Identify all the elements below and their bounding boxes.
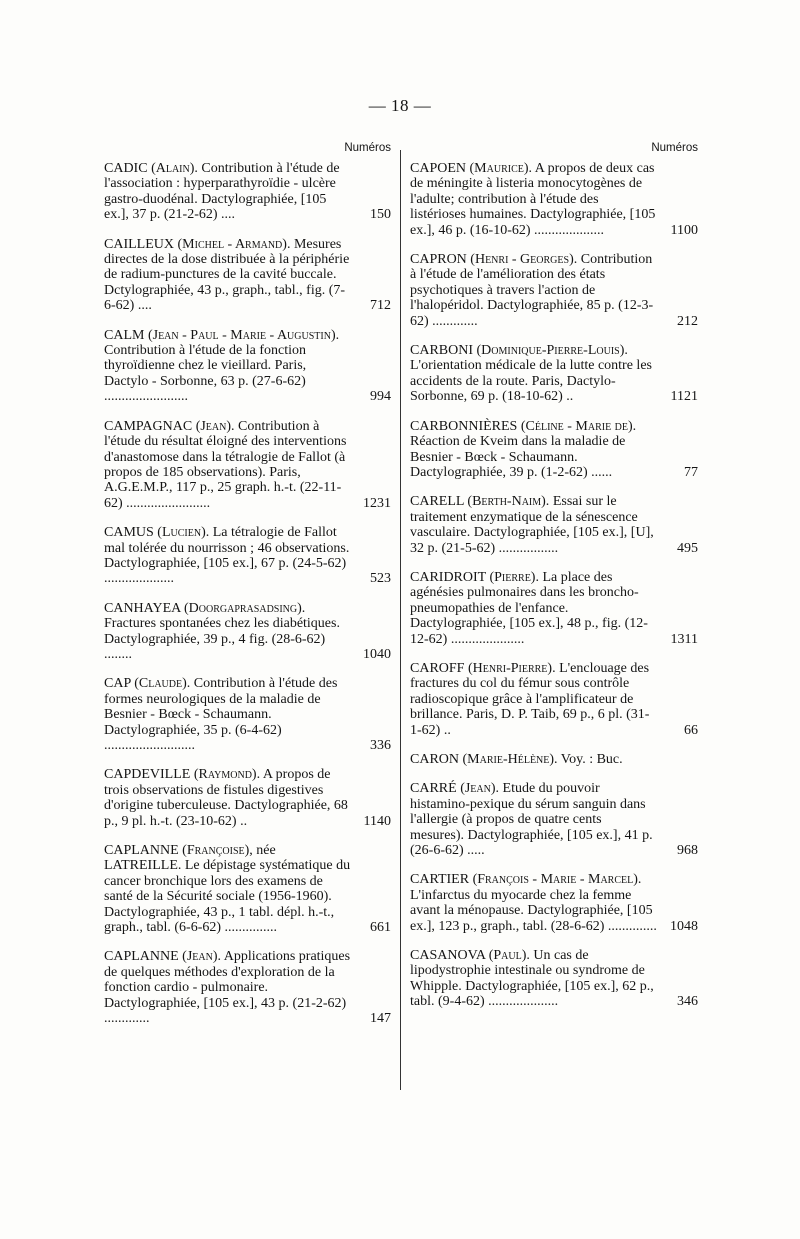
entry-given-name: (Michel - Armand). bbox=[177, 236, 291, 252]
entry-author: CARRÉ bbox=[410, 781, 457, 797]
entry-author: CARON bbox=[410, 752, 460, 767]
entry-description: Etude du pouvoir histamino-pexique du sérum sanguin dans l'allergie (à propos de quatre cents mesures). Dactylographiée, [105 ex.], 41 p. (26-6-62) ..... bbox=[410, 781, 653, 859]
index-entry bbox=[410, 494, 698, 556]
entry-author: CAMUS bbox=[104, 525, 154, 541]
entry-description: La place des agénésies pulmonaires dans les broncho-pneumopathies de l'enfance. Dactylographiée, [105 ex.], 48 p., fig. (12-12-62) ..................... bbox=[410, 569, 648, 647]
entry-author: CALM bbox=[104, 327, 145, 343]
index-entry bbox=[410, 570, 698, 647]
index-entry bbox=[410, 781, 698, 858]
entry-given-name: (François - Marie - Marcel). bbox=[472, 872, 642, 888]
entry-number: 346 bbox=[677, 994, 698, 1010]
entry-given-name: (Alain). bbox=[151, 161, 198, 176]
entry-author: CAP bbox=[104, 676, 131, 692]
entry-description: Applications pratiques de quelques méthodes d'exploration de la fonction cardio - pulmonaire. Dactylographiée, [105 ex.], 43 p. (21-2-62) ............. bbox=[104, 949, 351, 1027]
index-entry bbox=[104, 525, 391, 587]
entry-list bbox=[104, 161, 391, 1027]
entry-number: 1121 bbox=[670, 389, 698, 405]
entry-description: L'orientation médicale de la lutte contre les accidents de la route. Paris, Dactylo-Sorbonne, 69 p. (18-10-62) .. bbox=[410, 358, 652, 405]
entry-number: 1048 bbox=[670, 918, 698, 934]
column-divider bbox=[400, 150, 401, 1090]
index-entry bbox=[104, 328, 391, 405]
index-entry bbox=[104, 843, 391, 935]
right-column bbox=[410, 142, 698, 1024]
entry-description: Contribution à l'étude du résultat éloigné des interventions d'anastomose dans la tétralogie de Fallot (à propos de 185 observations). Paris, A.G.E.M.P., 117 p., 25 graph. h.-t. (22-11-62) ........................ bbox=[104, 418, 347, 511]
entry-given-name: (Pierre). bbox=[489, 569, 539, 585]
entry-author: CAPLANNE bbox=[104, 843, 179, 859]
entry-given-name: (Lucien). bbox=[157, 525, 210, 541]
entry-given-name: (Jean). bbox=[460, 781, 500, 797]
entry-author: CAILLEUX bbox=[104, 236, 174, 252]
index-entry bbox=[104, 767, 391, 829]
entry-number: 1140 bbox=[363, 813, 391, 829]
index-entry bbox=[410, 661, 698, 738]
entry-given-name: (Céline - Marie de). bbox=[520, 418, 637, 434]
entry-number: 212 bbox=[677, 313, 698, 329]
index-entry bbox=[104, 601, 391, 663]
entry-number: 661 bbox=[370, 920, 391, 936]
entry-number: 1311 bbox=[670, 631, 698, 647]
entry-number: 336 bbox=[370, 738, 391, 753]
entry-author: CADIC bbox=[104, 161, 148, 176]
entry-description: Fractures spontanées chez les diabétiques. Dactylographiée, 39 p., 4 fig. (28-6-62) ........ bbox=[104, 616, 340, 662]
entry-description: née LATREILLE. Le dépistage systématique du cancer bronchique lors des examens de santé de la Sécurité sociale (1956-1960). Dactylographiée, 43 p., 1 tabl. dépl. h.-t., graph., tabl. (6-6-62) ............... bbox=[104, 843, 351, 936]
entry-given-name: (Jean - Paul - Marie - Augustin). bbox=[147, 327, 340, 343]
entry-number: 495 bbox=[677, 540, 698, 556]
index-entry bbox=[104, 237, 391, 314]
index-entry bbox=[104, 419, 391, 511]
page-number: — 18 — bbox=[368, 96, 432, 115]
entry-author: CARIDROIT bbox=[410, 569, 486, 585]
entry-author: CAPDEVILLE bbox=[104, 767, 191, 783]
entry-given-name: (Jean). bbox=[182, 949, 221, 965]
entry-number: 994 bbox=[370, 389, 391, 405]
entry-given-name: (Berth-Naim). bbox=[467, 494, 550, 510]
entry-given-name: (Françoise), bbox=[182, 843, 253, 859]
index-entry bbox=[104, 676, 391, 753]
entry-number: 968 bbox=[677, 843, 698, 859]
entry-author: CANHAYEA bbox=[104, 600, 181, 616]
index-entry bbox=[410, 161, 698, 238]
entry-description: Mesures directes de la dose distribuée à la périphérie de radium-punctures de la cavité buccale. Dctylographiée, 43 p., graph., tabl., fig. (7-6-62) .... bbox=[104, 236, 350, 314]
index-entry bbox=[104, 949, 391, 1026]
entry-description: La tétralogie de Fallot mal tolérée du nourrisson ; 46 observations. Dactylographiée, [105 ex.], 67 p. (24-5-62) .................... bbox=[104, 525, 350, 587]
index-entry bbox=[410, 872, 698, 934]
index-entry bbox=[410, 752, 698, 767]
entry-given-name: (Jean). bbox=[195, 418, 235, 434]
entry-author: CAPOEN bbox=[410, 161, 467, 176]
entry-description: Contribution à l'étude de l'association : hyperparathyroïdie - ulcère gastro-duodénal. Dactylographiée, [105 ex.], 37 p. (21-2-62) .... bbox=[104, 161, 340, 223]
entry-description: Contribution à l'étude de l'amélioration des états psychotiques à travers l'action de l'halopéridol. Dactylographiée, 85 p. (12-3-62) ............. bbox=[410, 252, 654, 329]
entry-given-name: (Paul). bbox=[488, 948, 530, 964]
index-entry bbox=[410, 419, 698, 481]
entry-author: CAMPAGNAC bbox=[104, 418, 193, 434]
entry-number: 712 bbox=[370, 298, 391, 314]
entry-number: 66 bbox=[684, 722, 698, 738]
entry-description: A propos de trois observations de fistules digestives d'origine tuberculeuse. Dactylographiée, 68 p., 9 pl. h.-t. (23-10-62) .. bbox=[104, 767, 348, 829]
entry-description: L'infarctus du myocarde chez la femme avant la ménopause. Dactylographiée, [105 ex.], 123 p., graph., tabl. (28-6-62) .............. bbox=[410, 887, 657, 934]
entry-list bbox=[410, 161, 698, 1010]
entry-given-name: (Dominique-Pierre-Louis). bbox=[476, 343, 628, 359]
index-entry bbox=[410, 948, 698, 1010]
column-header: Numéros bbox=[651, 142, 698, 154]
entry-author: CAROFF bbox=[410, 660, 465, 676]
entry-author: CAPLANNE bbox=[104, 949, 179, 965]
entry-given-name: (Claude). bbox=[134, 676, 191, 692]
entry-given-name: (Maurice). bbox=[469, 161, 533, 176]
index-entry bbox=[104, 161, 391, 223]
entry-number: 1100 bbox=[670, 222, 698, 238]
entry-number: 1231 bbox=[363, 495, 391, 511]
entry-author: CARBONNIÈRES bbox=[410, 418, 518, 434]
entry-number: 1040 bbox=[363, 646, 391, 662]
entry-description: Essai sur le traitement enzymatique de la sénescence vasculaire. Dactylographiée, [105 ex.], [U], 32 p. (21-5-62) ................. bbox=[410, 494, 654, 556]
entry-author: CAPRON bbox=[410, 252, 467, 268]
entry-given-name: (Henri - Georges). bbox=[470, 252, 578, 268]
entry-number: 77 bbox=[684, 464, 698, 480]
entry-given-name: (Raymond). bbox=[193, 767, 261, 783]
entry-number: 150 bbox=[370, 207, 391, 223]
entry-description: Réaction de Kveim dans la maladie de Besnier - Bœck - Schaumann. Dactylographiée, 39 p. (1-2-62) ...... bbox=[410, 434, 626, 480]
entry-description: Contribution à l'étude des formes neurologiques de la maladie de Besnier - Bœck - Schaumann. Dactylographiée, 35 p. (6-4-62) .......................... bbox=[104, 676, 338, 753]
left-column bbox=[104, 142, 391, 1041]
entry-author: CARBONI bbox=[410, 343, 474, 359]
entry-description: Contribution à l'étude de la fonction thyroïdienne chez le vieillard. Paris, Dactylo - Sorbonne, 63 p. (27-6-62) ........................ bbox=[104, 343, 307, 405]
entry-given-name: (Henri-Pierre). bbox=[467, 660, 556, 676]
entry-author: CASANOVA bbox=[410, 948, 486, 964]
entry-number: 523 bbox=[370, 571, 391, 587]
index-entry bbox=[410, 343, 698, 405]
entry-description: Voy. : Buc. bbox=[560, 752, 623, 767]
entry-given-name: (Marie-Hélène). bbox=[462, 752, 558, 767]
column-header: Numéros bbox=[344, 142, 391, 154]
entry-given-name: (Doorgaprasadsing). bbox=[184, 600, 306, 616]
entry-author: CARELL bbox=[410, 494, 464, 510]
entry-description: L'enclouage des fractures du col du fémur sous contrôle radioscopique grâce à l'amplificateur de brillance. Paris, D. P. Taib, 69 p., 6 pl. (31-1-62) .. bbox=[410, 660, 650, 738]
entry-author: CARTIER bbox=[410, 872, 470, 888]
entry-description: A propos de deux cas de méningite à listeria monocytogènes de l'adulte; contribution à l'étude des listérioses humaines. Dactylographiée, [105 ex.], 46 p. (16-10-62) .................... bbox=[410, 161, 656, 238]
index-entry bbox=[410, 252, 698, 329]
entry-description: Un cas de lipodystrophie intestinale ou syndrome de Whipple. Dactylographiée, [105 ex.], 62 p., tabl. (9-4-62) .................... bbox=[410, 948, 654, 1010]
entry-number: 147 bbox=[370, 1011, 391, 1027]
